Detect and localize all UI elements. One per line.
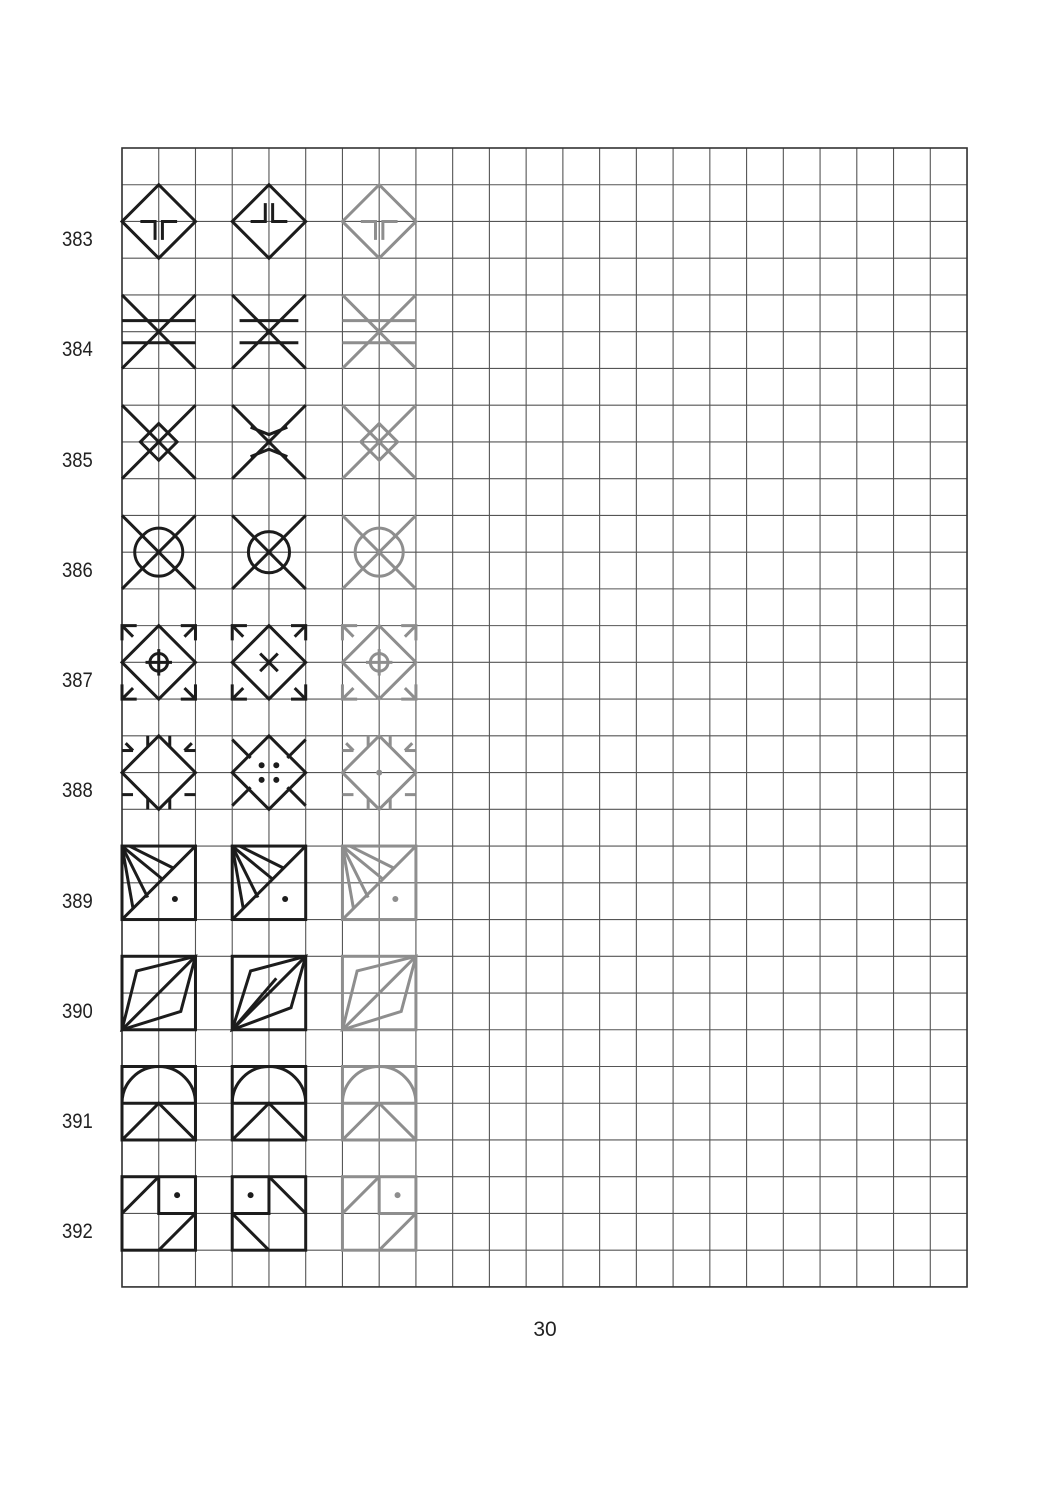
exercise-number: 386 — [62, 558, 93, 582]
exercise-number: 389 — [62, 889, 93, 913]
page-number: 30 — [533, 1318, 557, 1341]
exercise-number: 391 — [62, 1109, 93, 1133]
exercise-number: 387 — [62, 669, 93, 693]
exercise-number: 388 — [62, 779, 93, 803]
grid-border — [122, 148, 967, 1287]
exercise-number: 392 — [62, 1220, 93, 1244]
exercise-number: 384 — [62, 338, 93, 362]
exercise-number: 383 — [62, 228, 93, 252]
grid-lines — [122, 148, 967, 1287]
exercise-number: 390 — [62, 999, 93, 1023]
exercise-number: 385 — [62, 448, 93, 472]
